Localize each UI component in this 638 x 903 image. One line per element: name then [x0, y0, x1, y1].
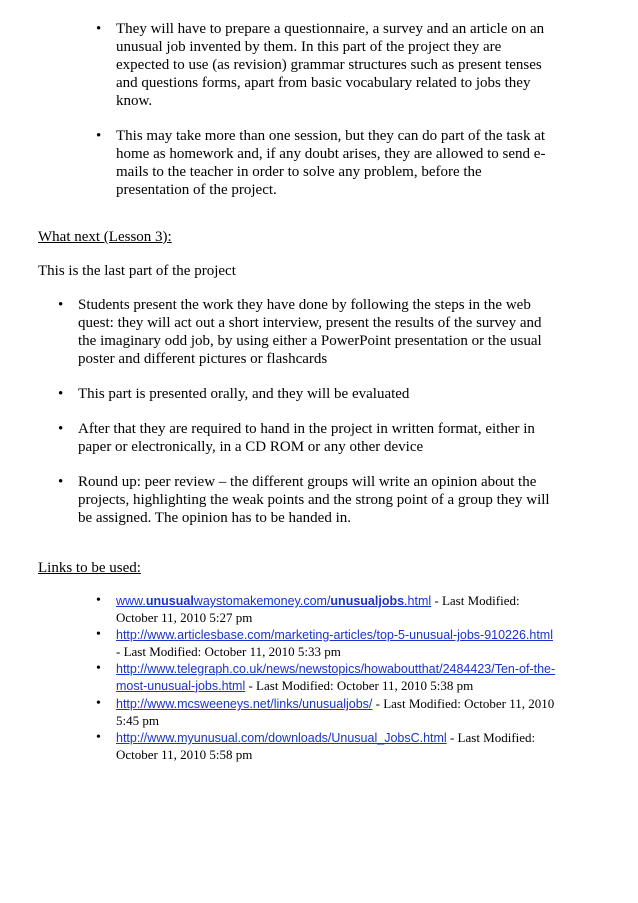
lesson3-bullet-list [58, 296, 550, 544]
list-item-text: After that they are required to hand in the project in written format, either in paper or electronically, in a CD ROM or any other device [78, 421, 535, 455]
list-item-text: This part is presented orally, and they will be evaluated [78, 386, 410, 402]
list-item [58, 420, 550, 456]
link-mcsweeneys[interactable]: http://www.mcsweeneys.net/links/unusualjobs/ [116, 697, 373, 711]
link-unusualwaystomakemoney[interactable]: www.unusualwaystomakemoney.com/unusualjobs.html [116, 594, 432, 608]
last-modified-text: - Last Modified: October 11, 2010 5:27 pm [116, 593, 520, 625]
link-item [96, 730, 556, 762]
list-item-text: This may take more than one session, but they can do part of the task at home as homework and, if any doubt arises, they are allowed to send e-mails to the teacher in order to solve any problem, before the presentation of the project. [116, 128, 546, 198]
last-modified-text: - Last Modified: October 11, 2010 5:45 pm [116, 696, 555, 728]
link-telegraph[interactable]: http://www.telegraph.co.uk/news/newstopics/howaboutthat/2484423/Ten-of-the-most-unusual-jobs.html [116, 662, 556, 693]
last-modified-text: - Last Modified: October 11, 2010 5:38 pm [245, 677, 474, 693]
list-item [58, 385, 550, 403]
last-modified-text: - Last Modified: October 11, 2010 5:58 pm [116, 730, 536, 762]
list-item [58, 296, 550, 368]
links-list [96, 593, 556, 764]
list-item [96, 20, 550, 110]
lesson3-heading: What next (Lesson 3): [38, 229, 172, 245]
last-modified-text: - Last Modified: October 11, 2010 5:33 pm [116, 643, 341, 659]
list-item-text: They will have to prepare a questionnaire, a survey and an article on an unusual job invented by them. In this part of the project they are expected to use (as revision) grammar structures such as present tenses and questions forms, apart from basic vocabulary related to jobs they know. [116, 21, 545, 109]
list-item-text: Round up: peer review – the different groups will write an opinion about the projects, highlighting the weak points and the strong point of a group they will be assigned. The opinion has to be handed in. [78, 474, 550, 526]
link-articlesbase[interactable]: http://www.articlesbase.com/marketing-articles/top-5-unusual-jobs-910226.html [116, 628, 553, 642]
link-item [96, 627, 556, 659]
link-item [96, 593, 556, 625]
link-item [96, 661, 556, 694]
lesson3-intro: This is the last part of the project [38, 263, 236, 279]
list-item-text: Students present the work they have done by following the steps in the web quest: they will act out a short interview, present the results of the survey and the imaginary odd job, by using either a PowerPoint presentation or the usual poster and different pictures or flashcards [78, 297, 542, 367]
link-myunusual[interactable]: http://www.myunusual.com/downloads/Unusual_JobsC.html [116, 731, 447, 745]
list-item [96, 127, 550, 199]
links-heading: Links to be used: [38, 560, 141, 576]
task-bullet-list [96, 20, 550, 216]
list-item [58, 473, 550, 527]
link-item [96, 696, 556, 728]
